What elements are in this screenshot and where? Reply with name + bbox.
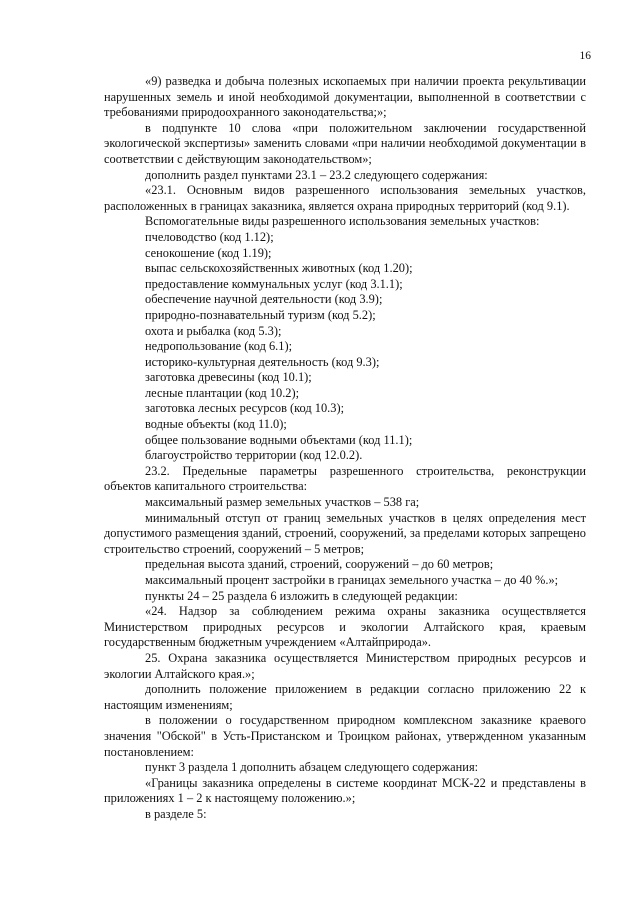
- paragraph-max-coverage: максимальный процент застройки в границах земельного участка – до 40 %.»;: [145, 573, 559, 587]
- list-item: сенокошение (код 1.19);: [145, 245, 272, 260]
- list-item: природно-познавательный туризм (код 5.2);: [145, 307, 376, 322]
- paragraph-section-5: в разделе 5:: [145, 806, 207, 821]
- list-item: благоустройство территории (код 12.0.2).: [145, 448, 363, 463]
- paragraph-23-1: «23.1. Основным видов разрешенного использования земельных участков, расположенных в границах заказника, является охрана природных территорий (код 9.1).: [104, 183, 586, 213]
- aux-uses-list: [104, 230, 586, 464]
- list-item: недропользование (код 6.1);: [145, 339, 293, 354]
- paragraph-boundaries: «Границы заказника определены в системе координат МСК-22 и представлены в приложениях 1 – 2 к настоящему положению.»;: [104, 775, 586, 806]
- list-item: заготовка лесных ресурсов (код 10.3);: [145, 401, 345, 416]
- paragraph-subitem-10: в подпункте 10 слова «при положительном заключении государственной экологической экспертизы» заменить словами «при наличии необходимой документации в соответствии с действующим законодательством»;: [104, 120, 586, 166]
- paragraph-points-24-25: пункты 24 – 25 раздела 6 изложить в следующей редакции:: [145, 588, 458, 603]
- list-item: обеспечение научной деятельности (код 3.9);: [145, 292, 383, 307]
- list-item: охота и рыбалка (код 5.3);: [145, 323, 282, 338]
- paragraph-appendix-22: дополнить положение приложением в редакции согласно приложению 22 к настоящим изменениям;: [104, 682, 586, 712]
- paragraph-max-size: максимальный размер земельных участков – 538 га;: [145, 495, 420, 510]
- paragraph-23-2: 23.2. Предельные параметры разрешенного строительства, реконструкции объектов капитального строительства:: [104, 463, 586, 494]
- paragraph-point-3: пункт 3 раздела 1 дополнить абзацем следующего содержания:: [145, 760, 479, 775]
- paragraph-aux-uses-heading: Вспомогательные виды разрешенного использования земельных участков:: [145, 214, 540, 229]
- list-item: предоставление коммунальных услуг (код 3.1.1);: [145, 276, 403, 291]
- list-item: заготовка древесины (код 10.1);: [145, 370, 312, 385]
- list-item: общее пользование водными объектами (код 11.1);: [145, 432, 413, 447]
- page-number: 16: [579, 50, 591, 62]
- paragraph-24: «24. Надзор за соблюдением режима охраны заказника осуществляется Министерством природных ресурсов и экологии Алтайского края, краевым государственным бюджетным учреждением «Алтайприрода».: [104, 604, 586, 650]
- list-item: водные объекты (код 11.0);: [145, 417, 287, 432]
- list-item: историко-культурная деятельность (код 9.3);: [145, 354, 380, 369]
- paragraph-min-setback: минимальный отступ от границ земельных участков в целях определения мест допустимого размещения зданий, строений, сооружений, за пределами которых запрещено строительство строений, сооружений – 5 метров;: [104, 510, 586, 556]
- list-item: лесные плантации (код 10.2);: [145, 385, 300, 400]
- document-body: [104, 74, 586, 823]
- paragraph-max-height: предельная высота зданий, строений, сооружений – до 60 метров;: [145, 557, 494, 572]
- paragraph-25: 25. Охрана заказника осуществляется Министерством природных ресурсов и экологии Алтайского края.»;: [104, 650, 586, 681]
- paragraph-item-9: «9) разведка и добыча полезных ископаемых при наличии проекта рекультивации нарушенных земель и иной необходимой документации, выполненной в соответствии с требованиями природоохранного законодательства;»;: [104, 74, 586, 120]
- paragraph-add-points: дополнить раздел пунктами 23.1 – 23.2 следующего содержания:: [145, 167, 488, 182]
- list-item: пчеловодство (код 1.12);: [145, 229, 274, 244]
- paragraph-obskoy-reserve: в положении о государственном природном комплексном заказнике краевого значения "Обской" в Усть-Пристанском и Троицком районах, утвержденном указанным постановлением:: [104, 713, 586, 759]
- list-item: выпас сельскохозяйственных животных (код 1.20);: [145, 261, 413, 276]
